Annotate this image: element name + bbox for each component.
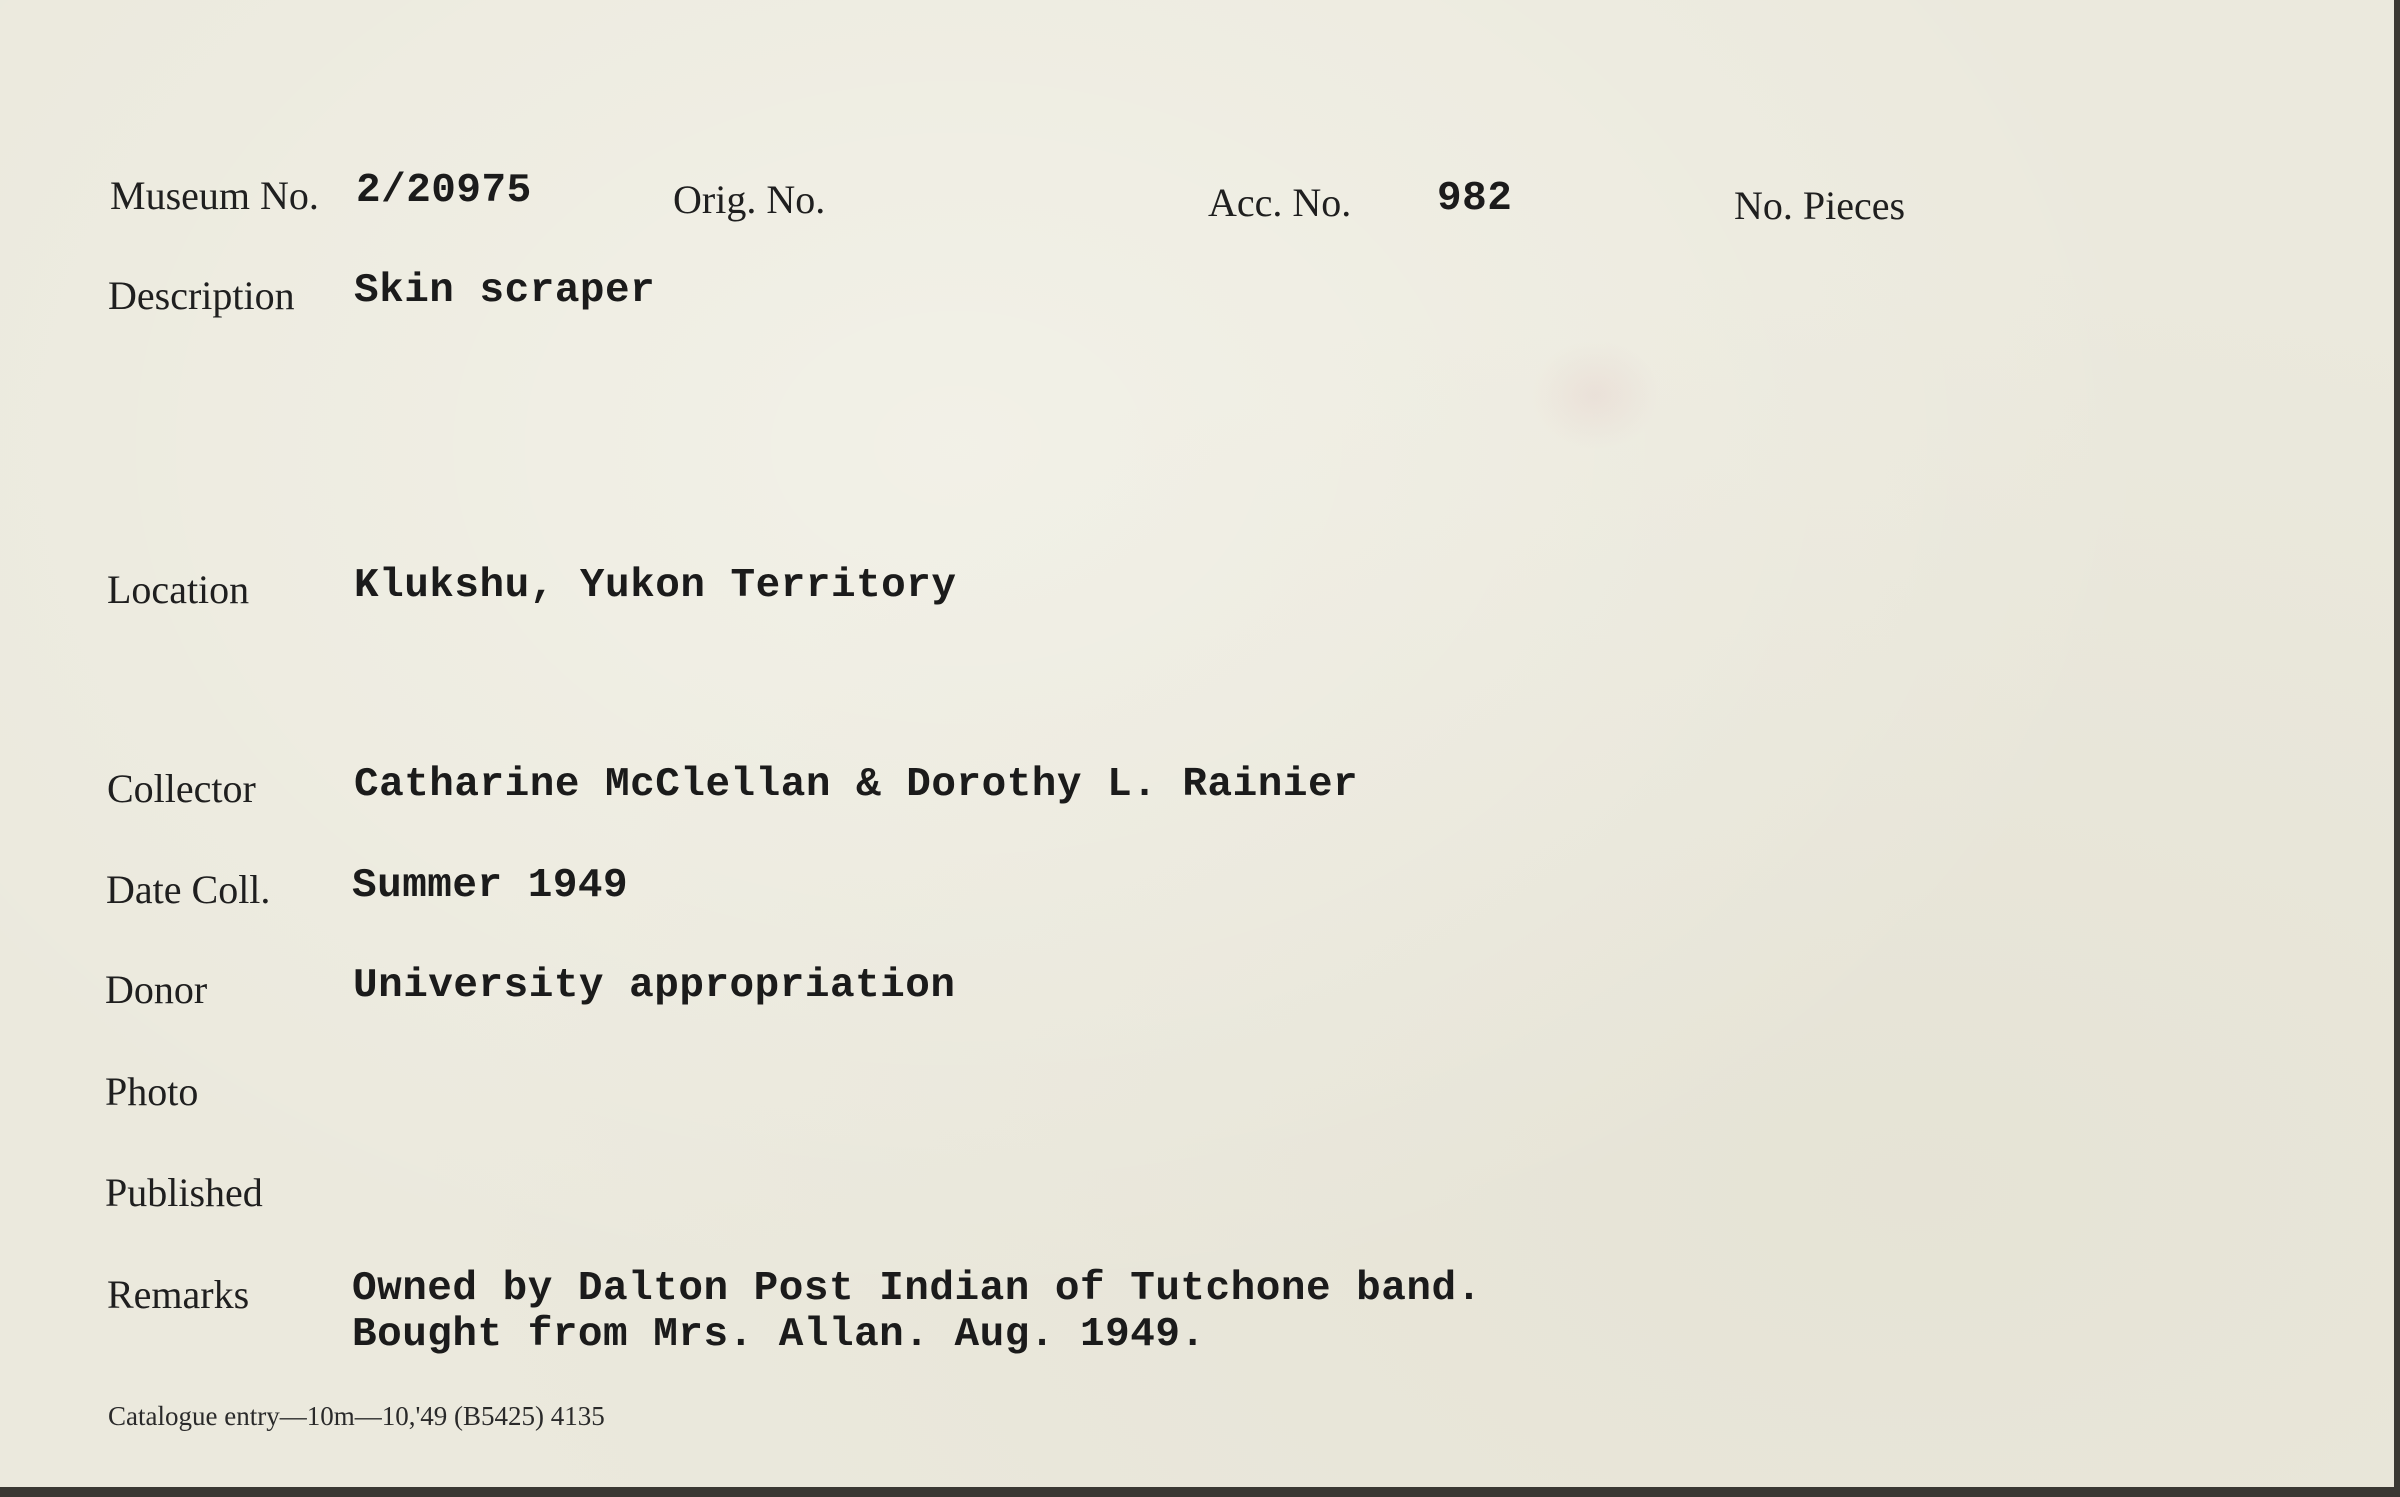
scan-edge-right bbox=[2394, 0, 2400, 1497]
date-coll-value: Summer 1949 bbox=[352, 863, 629, 909]
no-pieces-label: No. Pieces bbox=[1734, 183, 1906, 228]
acc-no-value: 982 bbox=[1437, 176, 1513, 222]
date-coll-label: Date Coll. bbox=[106, 867, 271, 912]
location-value: Klukshu, Yukon Territory bbox=[354, 563, 957, 609]
remarks-line-1: Owned by Dalton Post Indian of Tutchone band. bbox=[352, 1266, 1482, 1312]
catalogue-entry-footer: Catalogue entry—10m—10,'49 (B5425) 4135 bbox=[108, 1401, 605, 1431]
description-label: Description bbox=[108, 273, 295, 318]
published-label: Published bbox=[105, 1170, 263, 1215]
location-label: Location bbox=[107, 567, 250, 612]
museum-no-value: 2/20975 bbox=[356, 168, 532, 214]
donor-label: Donor bbox=[105, 967, 208, 1012]
collector-value: Catharine McClellan & Dorothy L. Rainier bbox=[354, 762, 1359, 808]
orig-no-label: Orig. No. bbox=[673, 177, 826, 222]
collector-label: Collector bbox=[107, 766, 256, 811]
description-value: Skin scraper bbox=[354, 268, 656, 314]
museum-no-label: Museum No. bbox=[110, 173, 319, 218]
acc-no-label: Acc. No. bbox=[1208, 180, 1352, 225]
paper-stain bbox=[1530, 340, 1660, 450]
donor-value: University appropriation bbox=[353, 963, 956, 1009]
remarks-label: Remarks bbox=[107, 1272, 250, 1317]
remarks-line-2: Bought from Mrs. Allan. Aug. 1949. bbox=[352, 1312, 1206, 1358]
scan-edge-bottom bbox=[0, 1487, 2400, 1497]
photo-label: Photo bbox=[105, 1069, 199, 1114]
